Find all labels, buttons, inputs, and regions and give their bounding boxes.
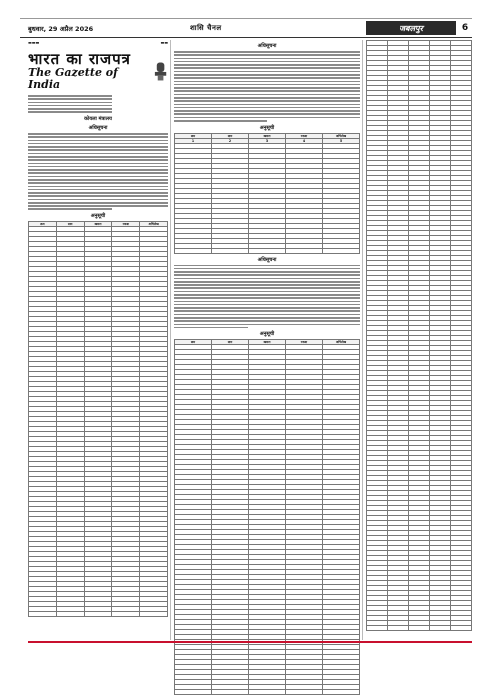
schedule-heading-3: अनुसूची (259, 331, 275, 338)
table-row (29, 612, 168, 617)
table-header: क्रम (29, 222, 57, 227)
table-row (175, 690, 360, 695)
table-header: खसरा (249, 340, 286, 345)
gazette-ref-left: ▬▬▬ (28, 40, 40, 45)
table-cell (286, 248, 323, 253)
national-emblem-icon (153, 60, 168, 82)
table-cell (286, 690, 323, 695)
table-header: 2 (212, 138, 249, 143)
table-header: खसरा (84, 222, 112, 227)
table-cell (140, 612, 168, 617)
table-cell (212, 690, 249, 695)
land-schedule-table (366, 40, 472, 631)
table-cell (367, 626, 388, 631)
notification-heading-3: अधिसूचना (257, 256, 277, 263)
table-header: ग्राम (212, 340, 249, 345)
table-cell (409, 626, 430, 631)
table-cell (212, 248, 249, 253)
land-schedule-table (174, 133, 360, 254)
table-header: 4 (286, 138, 323, 143)
table-row (367, 626, 472, 631)
table-cell (29, 612, 57, 617)
schedule-column (366, 40, 472, 631)
issue-date: बुधवार, 29 अप्रैल 2026 (28, 25, 94, 33)
gazette-reference (28, 40, 168, 45)
table-cell (84, 612, 112, 617)
table-header: 3 (249, 138, 286, 143)
notification-heading: अधिसूचना (88, 125, 108, 131)
city-banner: जबलपुर (366, 21, 456, 35)
gazette-masthead (28, 51, 168, 91)
notice-body-2 (174, 265, 360, 329)
table-header: खसरा (249, 133, 286, 138)
table-cell (112, 612, 140, 617)
gazette-column (28, 40, 168, 617)
table-header: रकबा (112, 222, 140, 227)
table-cell (451, 626, 472, 631)
table-header: ग्राम (212, 133, 249, 138)
newspaper-page (20, 0, 472, 648)
ministry-heading: कोयला मंत्रालय (84, 116, 112, 122)
notice-body (174, 51, 360, 122)
table-header: अभिलेख (323, 133, 360, 138)
table-cell (56, 612, 84, 617)
header-rule (20, 37, 472, 38)
table-cell (323, 690, 360, 695)
gazette-subline (28, 95, 112, 113)
gazette-ref-right: ▬▬ (160, 40, 168, 45)
gazette-title-hindi: भारत का राजपत्र (28, 50, 131, 68)
table-cell (249, 690, 286, 695)
table-cell (323, 248, 360, 253)
table-header: अभिलेख (140, 222, 168, 227)
table-header: रकबा (286, 340, 323, 345)
column-divider (362, 40, 363, 640)
table-header: क्रम (175, 133, 212, 138)
table-header: क्रम (175, 340, 212, 345)
page-number: 6 (461, 23, 469, 33)
gazette-title-english: The Gazette of India (28, 66, 118, 91)
table-header: रकबा (286, 133, 323, 138)
table-cell (249, 248, 286, 253)
column-divider (170, 40, 171, 640)
table-header: 5 (323, 138, 360, 143)
schedule-heading-2: अनुसूची (259, 124, 275, 131)
table-header: ग्राम (56, 222, 84, 227)
schedule-heading: अनुसूची (90, 213, 106, 220)
table-row (175, 248, 360, 253)
table-cell (175, 690, 212, 695)
page-title: शासि चैनल (190, 24, 222, 32)
footer-rule (28, 641, 472, 643)
table-header: 1 (175, 138, 212, 143)
land-schedule-table (28, 221, 168, 617)
table-cell (175, 248, 212, 253)
top-rule (20, 18, 472, 19)
table-cell (388, 626, 409, 631)
notification-heading-2: अधिसूचना (257, 43, 277, 49)
table-cell (430, 626, 451, 631)
notice-column (174, 40, 360, 695)
notification-body (28, 133, 168, 210)
table-header: अभिलेख (323, 340, 360, 345)
